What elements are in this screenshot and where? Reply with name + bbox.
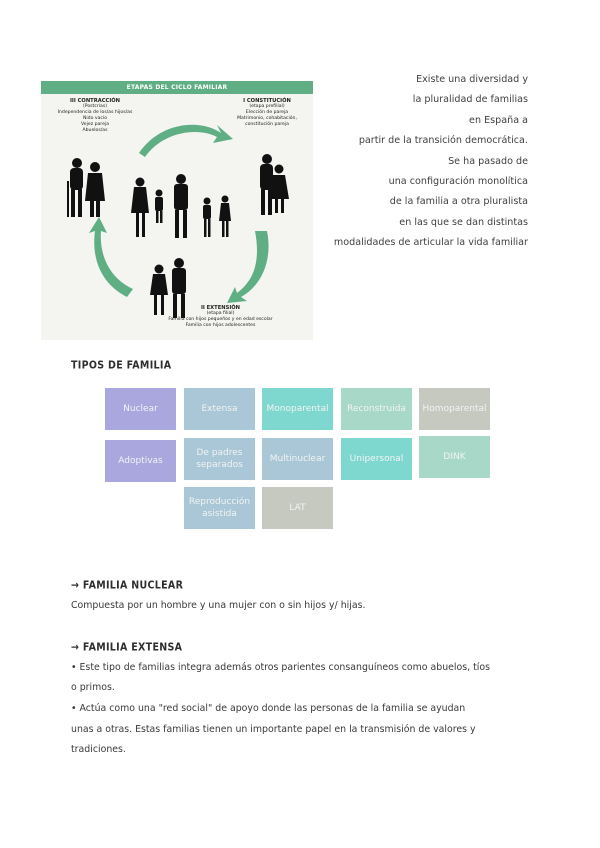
stage-constitucion	[227, 98, 307, 128]
intro-line: la pluralidad de familias	[412, 94, 528, 106]
intro-line: Existe una diversidad y	[416, 74, 528, 85]
tile-label: De padres separados	[196, 448, 243, 470]
stage-constitucion-line: (etapa prefilial)	[249, 104, 285, 109]
tile-label: Reproducción asistida	[188, 497, 251, 519]
tile-label: Multinuclear	[269, 454, 326, 464]
nuclear-text: Compuesta por un hombre y una mujer con o sin hijos y/ hijas.	[71, 600, 366, 611]
stage-extension-line: (etapa filial)	[206, 311, 235, 316]
stage-contraccion-line: Independencia de los/as hijos/as	[57, 110, 133, 115]
tile-label: DINK	[443, 452, 466, 462]
nuclear-heading: → FAMILIA NUCLEAR	[71, 579, 184, 592]
elderly-couple-icon	[67, 158, 105, 217]
tile-reproduccion-asistida	[184, 487, 255, 529]
couple-right-icon	[260, 154, 289, 215]
stage-contraccion	[45, 98, 145, 134]
intro-line: de la familia a otra pluralista	[389, 196, 528, 208]
tile-label: Nuclear	[123, 404, 158, 414]
intro-line: partir de la transición democrática.	[358, 135, 528, 147]
extensa-line: • Actúa como una "red social" de apoyo donde las personas de la familia se ayudan	[71, 703, 466, 714]
arrow-left-icon	[89, 217, 133, 297]
stage-contraccion-line: Abuelos/as	[82, 128, 108, 133]
tile-label: LAT	[289, 503, 306, 513]
arrow-right-icon	[227, 231, 269, 303]
intro-line: Se ha pasado de	[448, 155, 528, 167]
extensa-line: tradiciones.	[71, 744, 126, 755]
stage-constitucion-line: Elección de pareja	[245, 110, 289, 115]
tile-monoparental	[262, 388, 333, 430]
tile-dink	[419, 436, 490, 478]
stage-constitucion-title: I CONSTITUCIÓN	[243, 98, 291, 104]
family-center-icon	[131, 174, 231, 238]
stage-contraccion-title: III CONTRACCIÓN	[70, 98, 120, 104]
extensa-line: • Este tipo de familias integra además otros parientes consanguíneos como abuelos, tíos	[71, 662, 490, 673]
tile-homoparental	[419, 388, 490, 430]
intro-line: en las que se dan distintas	[399, 216, 528, 228]
family-cycle-image	[41, 81, 313, 340]
stage-extension-line: Familia con hijos adolescentes	[185, 323, 256, 328]
extensa-line: unas a otras. Estas familias tienen un importante papel en la transmisión de valores y	[71, 724, 476, 735]
tile-reconstruida	[341, 388, 412, 430]
stage-extension-title: II EXTENSIÓN	[200, 305, 241, 311]
extensa-heading: → FAMILIA EXTENSA	[71, 641, 183, 654]
tile-extensa	[184, 388, 255, 430]
stage-extension	[133, 305, 308, 329]
stage-contraccion-line: Vejez pareja	[80, 122, 110, 127]
tile-lat	[262, 487, 333, 529]
intro-paragraph	[316, 70, 528, 254]
intro-line: en España a	[469, 114, 528, 126]
intro-line: modalidades de articular la vida familiar	[333, 237, 528, 249]
stage-constitucion-line: Matrimonio, cohabitación,	[237, 116, 297, 121]
tile-nuclear	[105, 388, 176, 430]
cycle-banner: ETAPAS DEL CICLO FAMILIAR	[41, 81, 313, 94]
tile-label: Monoparental	[266, 404, 329, 414]
tile-label: Extensa	[201, 404, 238, 414]
arrow-top-icon	[139, 125, 233, 157]
stage-contraccion-line: (Postcrías)	[82, 104, 108, 109]
tile-label: Homoparental	[422, 404, 487, 414]
tile-multinuclear	[262, 438, 333, 480]
tile-unipersonal	[341, 438, 412, 480]
stage-constitucion-line: constitución pareja	[245, 122, 289, 127]
stage-extension-line: Familia con hijos pequeños y en edad escolar	[168, 317, 273, 322]
stage-contraccion-line: Nido vacío	[82, 116, 108, 121]
tile-adoptivas	[105, 440, 176, 482]
tile-label: Reconstruida	[347, 404, 406, 414]
tile-label: Adoptivas	[118, 456, 163, 466]
tile-label: Unipersonal	[349, 454, 404, 464]
tile-padres-separados	[184, 438, 255, 480]
tipos-heading: TIPOS DE FAMILIA	[71, 359, 172, 372]
intro-line: una configuración monolítica	[388, 176, 528, 188]
extensa-line: o primos.	[71, 682, 115, 693]
